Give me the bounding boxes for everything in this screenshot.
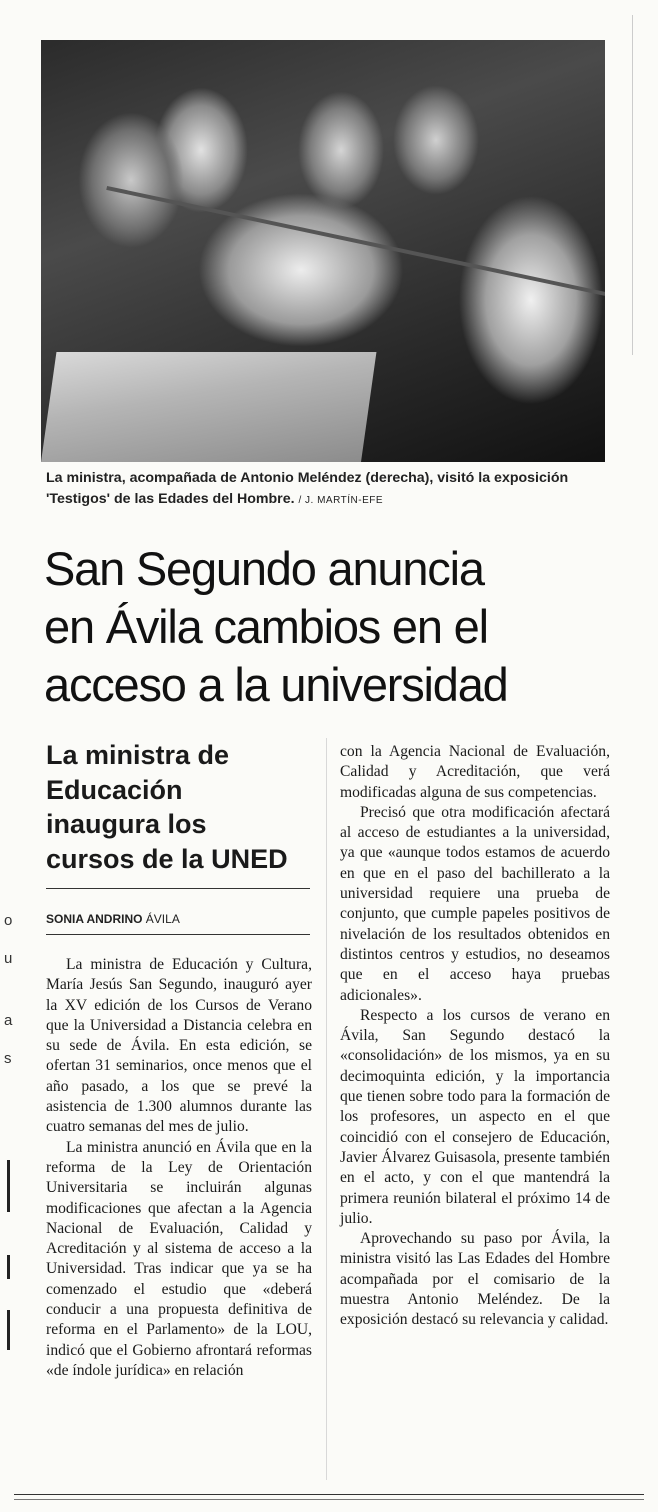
subhead-line-1: La ministra de [46, 740, 230, 770]
margin-bar [7, 1255, 10, 1279]
page-edge-line [632, 15, 633, 355]
exhibit-book [41, 352, 376, 462]
photo-caption [46, 468, 586, 511]
article-paragraph: Respecto a los cursos de verano en Ávila, San Segundo destacó la «consolidación» de los mismos, ya en su decimoquinta edición, y la importancia que tienen sobre todo para la formación de los profesores, un aspecto en el que coincidió con el consejero de Educación, Javier Álvarez Guisasola, presente también en el acto, y con el que mantendrá la primera reunión bilateral el próximo 14 de julio. [340, 1006, 610, 1227]
margin-letter: s [4, 1050, 12, 1067]
byline [46, 912, 180, 926]
subhead-line-3: inaugura los [46, 809, 207, 839]
margin-letter: u [4, 950, 13, 967]
headline-line-2: en Ávila cambios en el [44, 600, 488, 653]
subhead-line-2: Educación [46, 774, 183, 805]
margin-letter: a [4, 1012, 13, 1029]
article-paragraph: La ministra de Educación y Cultura, María Jesús San Segundo, inauguró ayer la XV edición de los Cursos de Verano que la Universidad a Distancia celebra en su sede de Ávila. En esta edición, se ofertan 31 seminarios, once menos que el año pasado, a los que se prevé la asistencia de 1.300 alumnos durante las cuatro semanas del mes de julio. [46, 956, 312, 1136]
byline-rule [46, 934, 310, 935]
article-paragraph: Precisó que otra modificación afectará al acceso de estudiantes a la universidad, ya que «aunque todos estamos de acuerdo en que en el paso del bachillerato a la universidad requiere una prueba de conjunto, que cumple papeles positivos de nivelación de los resultados obtenidos en distintos centros y estudios, no deseamos que en el acceso haya pruebas adicionales». [340, 803, 610, 1004]
article-paragraph: La ministra anunció en Ávila que en la reforma de la Ley de Orientación Universitaria se incluirán algunas modificaciones que afectan a la Agencia Nacional de Evaluación, Calidad y Acreditación y al sistema de acceso a la Universidad. Tras indicar que ya se ha comenzado el estudio que «deberá conducir a una propuesta definitiva de reforma en el Parlamento» de la LOU, indicó que el Gobierno afrontará reformas «de índole jurídica» en relación [46, 1138, 312, 1379]
margin-bar [7, 1310, 10, 1350]
article-paragraph: con la Agencia Nacional de Evaluación, Calidad y Acreditación, que verá modificadas alguna de sus competencias. [340, 743, 610, 801]
photo-credit: / J. MARTÍN-EFE [298, 495, 384, 506]
headline-line-3: acceso a la universidad [44, 658, 508, 711]
byline-author: SONIA ANDRINO [46, 912, 143, 926]
article-column-1 [46, 955, 312, 1381]
bottom-rule-secondary [14, 1499, 644, 1500]
subhead-rule [46, 888, 310, 889]
display-case-edge [106, 186, 605, 298]
article-column-2 [340, 742, 610, 1331]
column-divider [326, 738, 327, 1480]
byline-location: ÁVILA [145, 912, 180, 926]
article-paragraph: Aprovechando su paso por Ávila, la ministra visitó las Las Edades del Hombre acompañada por el comisario de la muestra Antonio Meléndez. De la exposición destacó su relevancia y calidad. [340, 1230, 610, 1329]
subheadline [46, 738, 326, 876]
bottom-rule [14, 1494, 644, 1495]
headline [44, 540, 604, 714]
subhead-line-4: cursos de la UNED [46, 843, 288, 874]
headline-line-1: San Segundo anuncia [44, 542, 484, 595]
margin-letter: o [4, 912, 13, 929]
margin-bar [7, 1160, 10, 1212]
news-photo [41, 40, 605, 462]
caption-text: La ministra, acompañada de Antonio Meléndez (derecha), visitó la exposición 'Testigos' de las Edades del Hombre. [46, 470, 569, 507]
